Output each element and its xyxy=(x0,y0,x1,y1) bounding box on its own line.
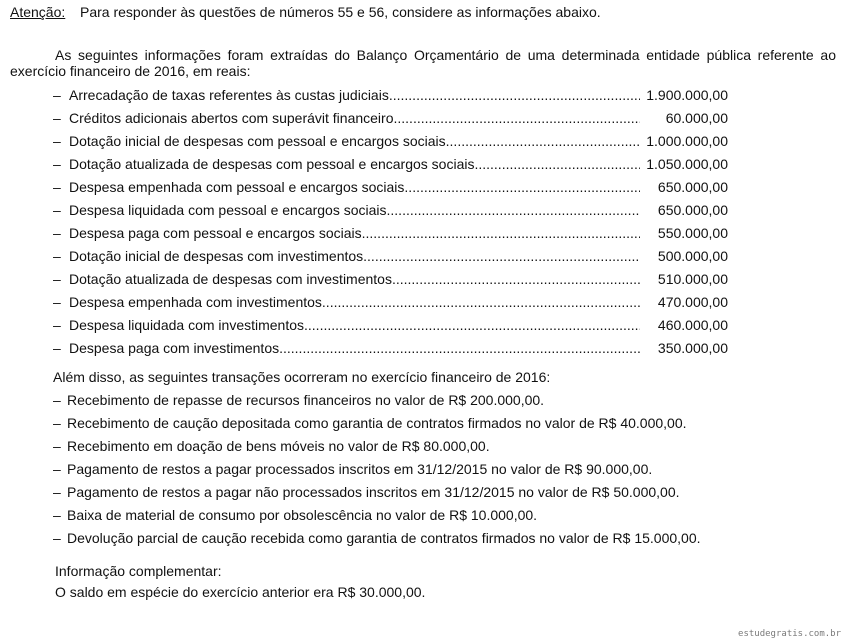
balance-item xyxy=(0,294,849,314)
transaction-text: Pagamento de restos a pagar processados inscritos em 31/12/2015 no valor de R$ 90.000,00. xyxy=(67,461,653,477)
list-dash: – xyxy=(53,461,61,477)
list-dash: – xyxy=(53,133,61,149)
list-item xyxy=(0,438,849,458)
balance-item-value: 510.000,00 xyxy=(657,271,728,287)
transaction-text: Recebimento em doação de bens móveis no valor de R$ 80.000,00. xyxy=(67,438,490,454)
balance-item-label: Arrecadação de taxas referentes às custas judiciais ..... xyxy=(69,87,640,103)
balance-item-label: Despesa paga com investimentos ..... xyxy=(69,340,640,356)
list-dash: – xyxy=(53,87,61,103)
balance-item xyxy=(0,179,849,199)
balance-item-label: Despesa liquidada com pessoal e encargos sociais ..... xyxy=(69,202,640,218)
list-dash: – xyxy=(53,179,61,195)
balance-item-value: 550.000,00 xyxy=(657,225,728,241)
list-dash: – xyxy=(53,225,61,241)
transaction-text: Devolução parcial de caução recebida como garantia de contratos firmados no valor de R$ 15.000,00. xyxy=(67,530,701,546)
list-dash: – xyxy=(53,248,61,264)
balance-item xyxy=(0,156,849,176)
balance-item-value: 1.050.000,00 xyxy=(646,156,728,172)
balance-item-label: Dotação atualizada de despesas com pessoal e encargos sociais ..... xyxy=(69,156,640,172)
balance-item-value: 500.000,00 xyxy=(657,248,728,264)
balance-item-label: Despesa paga com pessoal e encargos sociais ..... xyxy=(69,225,640,241)
transaction-text: Pagamento de restos a pagar não processados inscritos em 31/12/2015 no valor de R$ 50.000,00. xyxy=(67,484,680,500)
balance-item-label: Dotação inicial de despesas com investimentos ..... xyxy=(69,248,640,264)
balance-item xyxy=(0,202,849,222)
balance-item-label: Despesa empenhada com pessoal e encargos sociais ..... xyxy=(69,179,640,195)
list-item xyxy=(0,392,849,412)
balance-item-label: Dotação atualizada de despesas com investimentos ..... xyxy=(69,271,640,287)
intro-line-2: exercício financeiro de 2016, em reais: xyxy=(10,63,251,79)
balance-item-label: Despesa empenhada com investimentos ..... xyxy=(69,294,640,310)
list-dash: – xyxy=(53,415,61,431)
transaction-text: Recebimento de caução depositada como garantia de contratos firmados no valor de R$ 40.000,00. xyxy=(67,415,687,431)
balance-item-value: 60.000,00 xyxy=(665,110,728,126)
balance-item xyxy=(0,225,849,245)
balance-item xyxy=(0,271,849,291)
list-dash: – xyxy=(53,202,61,218)
list-dash: – xyxy=(53,294,61,310)
balance-item-label: Despesa liquidada com investimentos ..... xyxy=(69,317,640,333)
complement-text: O saldo em espécie do exercício anterior era R$ 30.000,00. xyxy=(55,584,426,600)
list-dash: – xyxy=(53,156,61,172)
balance-item xyxy=(0,248,849,268)
list-dash: – xyxy=(53,317,61,333)
attention-note xyxy=(10,4,601,20)
balance-item-label: Créditos adicionais abertos com superávit financeiro ..... xyxy=(69,110,640,126)
list-dash: – xyxy=(53,484,61,500)
balance-item-value: 650.000,00 xyxy=(657,179,728,195)
transactions-intro: Além disso, as seguintes transações ocorreram no exercício financeiro de 2016: xyxy=(53,369,551,385)
list-dash: – xyxy=(53,530,61,546)
attention-text: Para responder às questões de números 55 e 56, considere as informações abaixo. xyxy=(80,4,601,20)
intro-line-1: As seguintes informações foram extraídas do Balanço Orçamentário de uma determinada entidade pública referente ao xyxy=(55,47,836,63)
list-dash: – xyxy=(53,340,61,356)
list-dash: – xyxy=(53,392,61,408)
list-item xyxy=(0,507,849,527)
list-item xyxy=(0,530,849,550)
list-dash: – xyxy=(53,271,61,287)
list-item xyxy=(0,484,849,504)
balance-item-value: 1.900.000,00 xyxy=(646,87,728,103)
intro-paragraph xyxy=(10,47,836,79)
balance-item-value: 1.000.000,00 xyxy=(646,133,728,149)
balance-item xyxy=(0,87,849,107)
balance-item-value: 650.000,00 xyxy=(657,202,728,218)
transaction-text: Recebimento de repasse de recursos financeiros no valor de R$ 200.000,00. xyxy=(67,392,545,408)
balance-item-value: 470.000,00 xyxy=(657,294,728,310)
balance-item-label: Dotação inicial de despesas com pessoal e encargos sociais ..... xyxy=(69,133,640,149)
transaction-text: Baixa de material de consumo por obsolescência no valor de R$ 10.000,00. xyxy=(67,507,538,523)
complement-label: Informação complementar: xyxy=(55,563,222,579)
attention-label: Atenção: xyxy=(10,4,66,20)
balance-item xyxy=(0,110,849,130)
balance-item-value: 460.000,00 xyxy=(657,317,728,333)
list-dash: – xyxy=(53,110,61,126)
list-dash: – xyxy=(53,438,61,454)
watermark: estudegratis.com.br xyxy=(738,629,841,639)
balance-item xyxy=(0,340,849,360)
balance-item xyxy=(0,317,849,337)
list-item xyxy=(0,461,849,481)
list-dash: – xyxy=(53,507,61,523)
list-item xyxy=(0,415,849,435)
balance-item-value: 350.000,00 xyxy=(657,340,728,356)
balance-item xyxy=(0,133,849,153)
